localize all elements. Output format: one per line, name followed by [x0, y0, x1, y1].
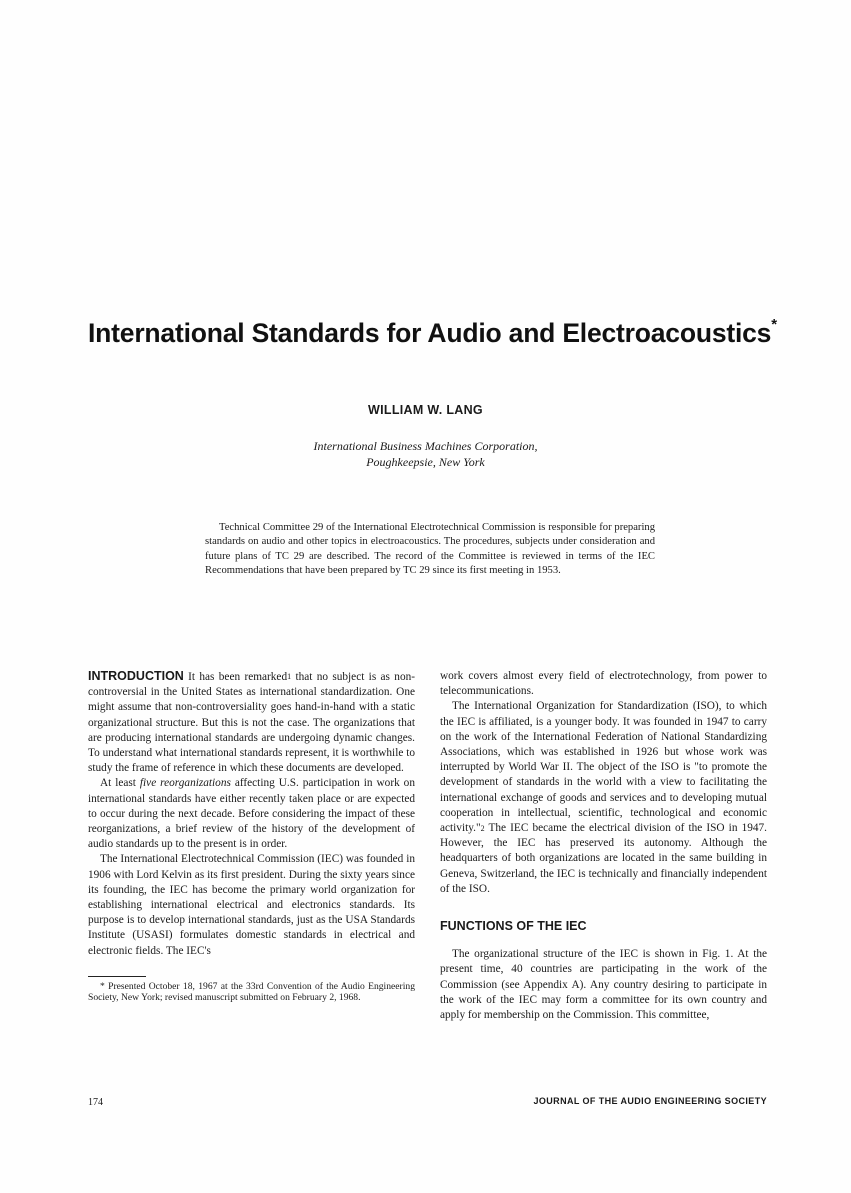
page-number: 174 [88, 1097, 103, 1108]
affiliation-line-1: International Business Machines Corporation, [313, 439, 538, 453]
intro-paragraph-1 [88, 669, 415, 776]
left-column [88, 669, 415, 1003]
right-paragraph-1: work covers almost every field of electrotechnology, from power to telecommunications. [440, 670, 767, 698]
right-paragraph-3: The organizational structure of the IEC is shown in Fig. 1. At the present time, 40 countries are participating in the work of the Commission (see Appendix A). Any country desiring to participate in the work of the IEC may form a committee for its own country and apply for membership on the Commission. This committee, [440, 948, 767, 1022]
p2-text-a: At least [100, 777, 140, 790]
title-footnote-marker: * [771, 316, 777, 333]
p2-text-b: affecting U.S. participation in work on international standards have either recently taken place or are expected to occur during the next decade. Before considering the impact of these reorganizations, a brief review of the history of the development of audio standards up to the present is in order. [88, 777, 415, 851]
footnote: * Presented October 18, 1967 at the 33rd Convention of the Audio Engineering Society, New York; revised manuscript submitted on February 2, 1968. [88, 980, 415, 1004]
section-heading-functions: FUNCTIONS OF THE IEC [440, 919, 587, 934]
reference-1: 1 [287, 672, 292, 681]
title-text: International Standards for Audio and Electroacoustics [88, 318, 772, 348]
article-title [88, 316, 777, 349]
iso-text-b: The IEC became the electrical division of the ISO in 1947. However, the IEC has preserved its autonomy. Although the headquarters of both organizations are located in the same building in Geneva, Switzerland, the IEC is technically and financially independent of the ISO. [440, 822, 767, 895]
affiliation-line-2: Poughkeepsie, New York [366, 455, 485, 469]
iso-text-a: The International Organization for Standardization (ISO), to which the IEC is affiliated, is a younger body. It was founded in 1947 to carry on the work of the International Federation of National Standardizing Associations, which was established in 1926 but whose work was interrupted by World War II. The object of the ISO is "to promote the development of standards in the world with a view to facilitating the international exchange of goods and services and to developing mutual cooperation in intellectual, scientific, technological and economic activity." [440, 700, 767, 835]
introduction-heading: INTRODUCTION [88, 669, 184, 683]
right-column [440, 669, 767, 1023]
journal-name: JOURNAL OF THE AUDIO ENGINEERING SOCIETY [533, 1096, 767, 1106]
intro-paragraph-2 [88, 776, 415, 852]
emphasis-five-reorganizations: five reorganizations [139, 777, 231, 790]
intro-text-a: It has been remarked [183, 671, 288, 683]
intro-paragraph-3: The International Electrotechnical Commission (IEC) was founded in 1906 with Lord Kelvin as its first president. During the sixty years since its founding, the IEC has become the primary world organization for establishing international electrical and electronics standards. Its purpose is to develop international standards, just as the USA Standards Institute (USASI) formulates domestic standards in electrical and electronic fields. The IEC's [88, 853, 415, 957]
right-paragraph-2 [440, 699, 767, 897]
abstract: Technical Committee 29 of the International Electrotechnical Commission is responsible for preparing standards on audio and other topics in electroacoustics. The procedures, subjects under consideration and future plans of TC 29 are described. The record of the Committee is reviewed in terms of the IEC Recommendations that have been prepared by TC 29 since its first meeting in 1953. [205, 522, 655, 577]
reference-2: 2 [480, 824, 485, 834]
author-name: WILLIAM W. LANG [368, 403, 483, 417]
footnote-divider [88, 976, 146, 977]
intro-text-b: that no subject is as non-controversial in the United States as international standardization. One might assume that non-controversiality goes hand-in-hand with a static organizational structure. But this is not the case. The organizations that are producing international standards are undergoing dynamic changes. To understand what international standards represent, it is worthwhile to study the frame of reference in which these documents are developed. [88, 671, 415, 775]
